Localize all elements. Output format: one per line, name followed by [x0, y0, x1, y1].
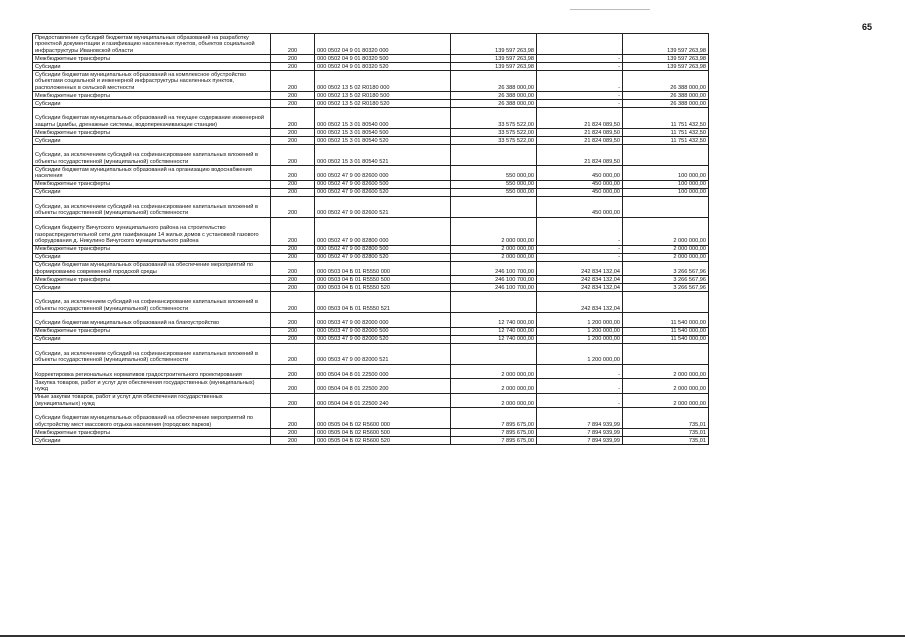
row-name-cell: Субсидии, за исключением субсидий на софинансирование капитальных вложений в объекты государственной (муниципальной) собственности [33, 196, 271, 217]
row-executed-cell [537, 34, 623, 55]
row-code-cell: 000 0503 04 Б 01 R5550 000 [315, 261, 451, 276]
row-code-cell: 000 0502 47 9 00 82600 520 [315, 188, 451, 196]
row-code-cell: 000 0505 04 Б 02 R5600 520 [315, 437, 451, 445]
table-row [33, 166, 709, 181]
row-unexecuted-cell: 2 000 000,00 [623, 364, 709, 379]
row-grbs-cell: 200 [271, 429, 315, 437]
row-grbs-cell: 200 [271, 71, 315, 92]
table-row [33, 393, 709, 408]
row-approved-cell: 12 740 000,00 [451, 313, 537, 328]
row-grbs-cell: 200 [271, 327, 315, 335]
table-row [33, 196, 709, 217]
table-row [33, 217, 709, 245]
row-grbs-cell: 200 [271, 196, 315, 217]
row-name-cell: Субсидии [33, 335, 271, 343]
row-name-cell: Субсидии [33, 437, 271, 445]
row-unexecuted-cell: 100 000,00 [623, 188, 709, 196]
row-approved-cell: 26 388 000,00 [451, 100, 537, 108]
row-approved-cell: 12 740 000,00 [451, 327, 537, 335]
row-approved-cell: 139 597 263,98 [451, 34, 537, 55]
row-approved-cell [451, 196, 537, 217]
budget-table-body [33, 34, 709, 445]
row-code-cell: 000 0502 15 3 01 80540 000 [315, 108, 451, 129]
row-approved-cell: 2 000 000,00 [451, 393, 537, 408]
row-name-cell: Субсидии, за исключением субсидий на софинансирование капитальных вложений в объекты государственной (муниципальной) собственности [33, 343, 271, 364]
row-unexecuted-cell: 139 597 263,98 [623, 34, 709, 55]
row-code-cell: 000 0502 47 9 00 82600 521 [315, 196, 451, 217]
row-executed-cell: 242 834 132,04 [537, 284, 623, 292]
row-approved-cell: 7 895 675,00 [451, 437, 537, 445]
row-grbs-cell: 200 [271, 335, 315, 343]
row-code-cell: 000 0504 04 8 01 22500 200 [315, 379, 451, 394]
row-approved-cell: 2 000 000,00 [451, 253, 537, 261]
row-executed-cell: 1 200 000,00 [537, 313, 623, 328]
row-name-cell: Корректировка региональных нормативов градостроительного проектирования [33, 364, 271, 379]
row-unexecuted-cell: 11 751 432,50 [623, 108, 709, 129]
row-grbs-cell: 200 [271, 393, 315, 408]
row-grbs-cell: 200 [271, 55, 315, 63]
row-executed-cell: 242 834 132,04 [537, 292, 623, 313]
row-code-cell: 000 0502 13 5 02 R0180 000 [315, 71, 451, 92]
row-unexecuted-cell: 139 597 263,98 [623, 55, 709, 63]
row-approved-cell: 12 740 000,00 [451, 335, 537, 343]
row-executed-cell: - [537, 379, 623, 394]
row-executed-cell: - [537, 63, 623, 71]
row-unexecuted-cell: 100 000,00 [623, 166, 709, 181]
row-grbs-cell: 200 [271, 364, 315, 379]
row-grbs-cell: 200 [271, 408, 315, 429]
table-row [33, 63, 709, 71]
row-executed-cell: - [537, 92, 623, 100]
row-grbs-cell: 200 [271, 92, 315, 100]
row-grbs-cell: 200 [271, 188, 315, 196]
row-grbs-cell: 200 [271, 217, 315, 245]
row-grbs-cell: 200 [271, 292, 315, 313]
row-name-cell: Субсидии, за исключением субсидий на софинансирование капитальных вложений в объекты государственной (муниципальной) собственности [33, 145, 271, 166]
row-unexecuted-cell: 11 540 000,00 [623, 313, 709, 328]
row-unexecuted-cell: 3 266 567,96 [623, 261, 709, 276]
row-code-cell: 000 0502 04 9 01 80320 520 [315, 63, 451, 71]
row-executed-cell: 21 824 089,50 [537, 145, 623, 166]
row-approved-cell: 7 895 675,00 [451, 408, 537, 429]
row-approved-cell: 7 895 675,00 [451, 429, 537, 437]
row-name-cell: Субсидии бюджетам муниципальных образований на организацию водоснабжения населения [33, 166, 271, 181]
row-unexecuted-cell: 3 266 567,96 [623, 284, 709, 292]
row-unexecuted-cell: 2 000 000,00 [623, 253, 709, 261]
row-name-cell: Закупка товаров, работ и услуг для обеспечения государственных (муниципальных) нужд [33, 379, 271, 394]
table-row [33, 253, 709, 261]
row-grbs-cell: 200 [271, 245, 315, 253]
row-unexecuted-cell: 26 388 000,00 [623, 71, 709, 92]
table-row [33, 145, 709, 166]
row-approved-cell: 139 597 263,98 [451, 63, 537, 71]
row-grbs-cell: 200 [271, 108, 315, 129]
row-code-cell: 000 0505 04 Б 02 R5600 500 [315, 429, 451, 437]
table-row [33, 276, 709, 284]
row-approved-cell: 246 100 700,00 [451, 284, 537, 292]
table-row [33, 284, 709, 292]
row-executed-cell: 450 000,00 [537, 196, 623, 217]
row-code-cell: 000 0502 04 9 01 80320 000 [315, 34, 451, 55]
row-name-cell: Субсидии [33, 137, 271, 145]
row-executed-cell: 7 894 939,99 [537, 437, 623, 445]
table-row [33, 335, 709, 343]
table-row [33, 327, 709, 335]
row-grbs-cell: 200 [271, 180, 315, 188]
row-unexecuted-cell: 26 388 000,00 [623, 100, 709, 108]
row-executed-cell: - [537, 217, 623, 245]
row-name-cell: Межбюджетные трансферты [33, 245, 271, 253]
row-approved-cell: 2 000 000,00 [451, 217, 537, 245]
row-grbs-cell: 200 [271, 100, 315, 108]
row-approved-cell: 550 000,00 [451, 188, 537, 196]
row-approved-cell [451, 145, 537, 166]
row-grbs-cell: 200 [271, 313, 315, 328]
row-name-cell: Межбюджетные трансферты [33, 180, 271, 188]
row-code-cell: 000 0502 15 3 01 80540 521 [315, 145, 451, 166]
table-row [33, 188, 709, 196]
row-executed-cell: - [537, 55, 623, 63]
row-code-cell: 000 0503 04 Б 01 R5550 520 [315, 284, 451, 292]
row-unexecuted-cell [623, 292, 709, 313]
table-row [33, 180, 709, 188]
row-code-cell: 000 0502 47 9 00 82800 520 [315, 253, 451, 261]
row-code-cell: 000 0502 15 3 01 80540 500 [315, 129, 451, 137]
row-name-cell: Межбюджетные трансферты [33, 276, 271, 284]
row-unexecuted-cell: 11 540 000,00 [623, 327, 709, 335]
row-code-cell: 000 0503 47 9 00 82000 521 [315, 343, 451, 364]
row-code-cell: 000 0504 04 8 01 22500 000 [315, 364, 451, 379]
row-code-cell: 000 0503 47 9 00 82000 520 [315, 335, 451, 343]
row-grbs-cell: 200 [271, 34, 315, 55]
page-number: 65 [862, 22, 873, 32]
row-unexecuted-cell: 3 266 567,96 [623, 276, 709, 284]
row-grbs-cell: 200 [271, 379, 315, 394]
row-code-cell: 000 0505 04 Б 02 R5600 000 [315, 408, 451, 429]
row-unexecuted-cell [623, 145, 709, 166]
row-name-cell: Субсидии [33, 63, 271, 71]
table-row [33, 379, 709, 394]
row-code-cell: 000 0502 04 9 01 80320 500 [315, 55, 451, 63]
table-row [33, 429, 709, 437]
row-approved-cell: 246 100 700,00 [451, 276, 537, 284]
row-unexecuted-cell: 26 388 000,00 [623, 92, 709, 100]
row-unexecuted-cell [623, 196, 709, 217]
table-row [33, 100, 709, 108]
row-executed-cell: 1 200 000,00 [537, 335, 623, 343]
row-unexecuted-cell: 735,01 [623, 437, 709, 445]
row-code-cell: 000 0503 04 Б 01 R5550 521 [315, 292, 451, 313]
row-grbs-cell: 200 [271, 253, 315, 261]
row-name-cell: Субсидии бюджетам муниципальных образований на текущее содержание инженерной защиты (дамбы, дренажные системы, водоперекачивающие станции) [33, 108, 271, 129]
row-grbs-cell: 200 [271, 261, 315, 276]
row-grbs-cell: 200 [271, 437, 315, 445]
row-unexecuted-cell: 11 751 432,50 [623, 129, 709, 137]
table-row [33, 55, 709, 63]
row-name-cell: Межбюджетные трансферты [33, 92, 271, 100]
row-code-cell: 000 0502 47 9 00 82600 500 [315, 180, 451, 188]
row-approved-cell: 2 000 000,00 [451, 379, 537, 394]
row-approved-cell [451, 343, 537, 364]
row-code-cell: 000 0503 47 9 00 82000 500 [315, 327, 451, 335]
row-grbs-cell: 200 [271, 276, 315, 284]
row-name-cell: Межбюджетные трансферты [33, 55, 271, 63]
row-approved-cell: 550 000,00 [451, 180, 537, 188]
row-grbs-cell: 200 [271, 137, 315, 145]
row-executed-cell: 21 824 089,50 [537, 137, 623, 145]
table-row [33, 92, 709, 100]
row-unexecuted-cell: 2 000 000,00 [623, 379, 709, 394]
row-code-cell: 000 0502 13 5 02 R0180 500 [315, 92, 451, 100]
row-approved-cell: 26 388 000,00 [451, 92, 537, 100]
row-executed-cell: 242 834 132,04 [537, 261, 623, 276]
row-executed-cell: 21 824 089,50 [537, 108, 623, 129]
table-row [33, 108, 709, 129]
row-executed-cell: 1 200 000,00 [537, 327, 623, 335]
row-executed-cell: 7 894 939,99 [537, 408, 623, 429]
row-approved-cell [451, 292, 537, 313]
row-grbs-cell: 200 [271, 284, 315, 292]
table-row [33, 343, 709, 364]
row-executed-cell: - [537, 364, 623, 379]
row-approved-cell: 33 575 522,00 [451, 137, 537, 145]
row-executed-cell: 450 000,00 [537, 180, 623, 188]
row-approved-cell: 2 000 000,00 [451, 364, 537, 379]
row-executed-cell: - [537, 245, 623, 253]
table-row [33, 34, 709, 55]
table-row [33, 437, 709, 445]
row-name-cell: Субсидии бюджетам муниципальных образований на комплексное обустройство объектами социальной и инженерной инфраструктуры населенных пунктов, расположенных в сельской местности [33, 71, 271, 92]
row-approved-cell: 33 575 522,00 [451, 129, 537, 137]
table-row [33, 408, 709, 429]
row-code-cell: 000 0502 47 9 00 82800 000 [315, 217, 451, 245]
row-grbs-cell: 200 [271, 63, 315, 71]
row-approved-cell: 550 000,00 [451, 166, 537, 181]
row-executed-cell: 1 200 000,00 [537, 343, 623, 364]
row-name-cell: Субсидии [33, 284, 271, 292]
table-row [33, 129, 709, 137]
row-code-cell: 000 0502 15 3 01 80540 520 [315, 137, 451, 145]
row-name-cell: Субсидии бюджетам муниципальных образований на обеспечение мероприятий по обустройству мест массового отдыха населения (городских парков) [33, 408, 271, 429]
row-grbs-cell: 200 [271, 129, 315, 137]
row-unexecuted-cell: 100 000,00 [623, 180, 709, 188]
row-executed-cell: 21 824 089,50 [537, 129, 623, 137]
row-unexecuted-cell: 735,01 [623, 408, 709, 429]
table-row [33, 71, 709, 92]
row-unexecuted-cell: 2 000 000,00 [623, 217, 709, 245]
row-name-cell: Межбюджетные трансферты [33, 327, 271, 335]
row-name-cell: Предоставление субсидий бюджетам муниципальных образований на разработку проектной документации и газификацию населенных пунктов, объектов социальной инфраструктуры Ивановской области [33, 34, 271, 55]
row-name-cell: Межбюджетные трансферты [33, 429, 271, 437]
row-grbs-cell: 200 [271, 166, 315, 181]
row-name-cell: Субсидии [33, 188, 271, 196]
row-grbs-cell: 200 [271, 145, 315, 166]
row-name-cell: Субсидии [33, 100, 271, 108]
row-code-cell: 000 0502 47 9 00 82600 000 [315, 166, 451, 181]
row-unexecuted-cell: 11 540 000,00 [623, 335, 709, 343]
row-executed-cell: 450 000,00 [537, 166, 623, 181]
row-unexecuted-cell [623, 343, 709, 364]
row-executed-cell: - [537, 100, 623, 108]
row-executed-cell: 450 000,00 [537, 188, 623, 196]
row-code-cell: 000 0502 47 9 00 82800 500 [315, 245, 451, 253]
row-approved-cell: 33 575 522,00 [451, 108, 537, 129]
row-name-cell: Субсидии, за исключением субсидий на софинансирование капитальных вложений в объекты государственной (муниципальной) собственности [33, 292, 271, 313]
row-executed-cell: - [537, 393, 623, 408]
row-name-cell: Субсидии бюджетам муниципальных образований на обеспечение мероприятий по формированию современной городской среды [33, 261, 271, 276]
row-approved-cell: 246 100 700,00 [451, 261, 537, 276]
row-code-cell: 000 0504 04 8 01 22500 240 [315, 393, 451, 408]
row-code-cell: 000 0502 13 5 02 R0180 520 [315, 100, 451, 108]
row-executed-cell: - [537, 71, 623, 92]
row-approved-cell: 2 000 000,00 [451, 245, 537, 253]
row-name-cell: Субсидии [33, 253, 271, 261]
table-row [33, 292, 709, 313]
row-approved-cell: 26 388 000,00 [451, 71, 537, 92]
row-code-cell: 000 0503 47 9 00 82000 000 [315, 313, 451, 328]
scan-artifact-line [570, 9, 650, 10]
row-approved-cell: 139 597 263,98 [451, 55, 537, 63]
row-name-cell: Субсидия бюджету Вичугского муниципального района на строительство газораспределительной сети для газификации 14 жилых домов с установкой газового оборудования д. Никулино Вичугского муниципального района [33, 217, 271, 245]
row-executed-cell: 7 894 939,99 [537, 429, 623, 437]
row-unexecuted-cell: 2 000 000,00 [623, 245, 709, 253]
row-unexecuted-cell: 2 000 000,00 [623, 393, 709, 408]
table-row [33, 137, 709, 145]
row-unexecuted-cell: 735,01 [623, 429, 709, 437]
scan-artifact-bottom-line [0, 635, 905, 637]
row-unexecuted-cell: 11 751 432,50 [623, 137, 709, 145]
row-name-cell: Иные закупки товаров, работ и услуг для обеспечения государственных (муниципальных) нужд [33, 393, 271, 408]
row-executed-cell: 242 834 132,04 [537, 276, 623, 284]
budget-table [32, 33, 709, 445]
row-unexecuted-cell: 139 597 263,98 [623, 63, 709, 71]
table-row [33, 313, 709, 328]
table-row [33, 364, 709, 379]
row-code-cell: 000 0503 04 Б 01 R5550 500 [315, 276, 451, 284]
table-row [33, 245, 709, 253]
row-grbs-cell: 200 [271, 343, 315, 364]
row-name-cell: Межбюджетные трансферты [33, 129, 271, 137]
table-row [33, 261, 709, 276]
row-executed-cell: - [537, 253, 623, 261]
row-name-cell: Субсидии бюджетам муниципальных образований на благоустройство [33, 313, 271, 328]
